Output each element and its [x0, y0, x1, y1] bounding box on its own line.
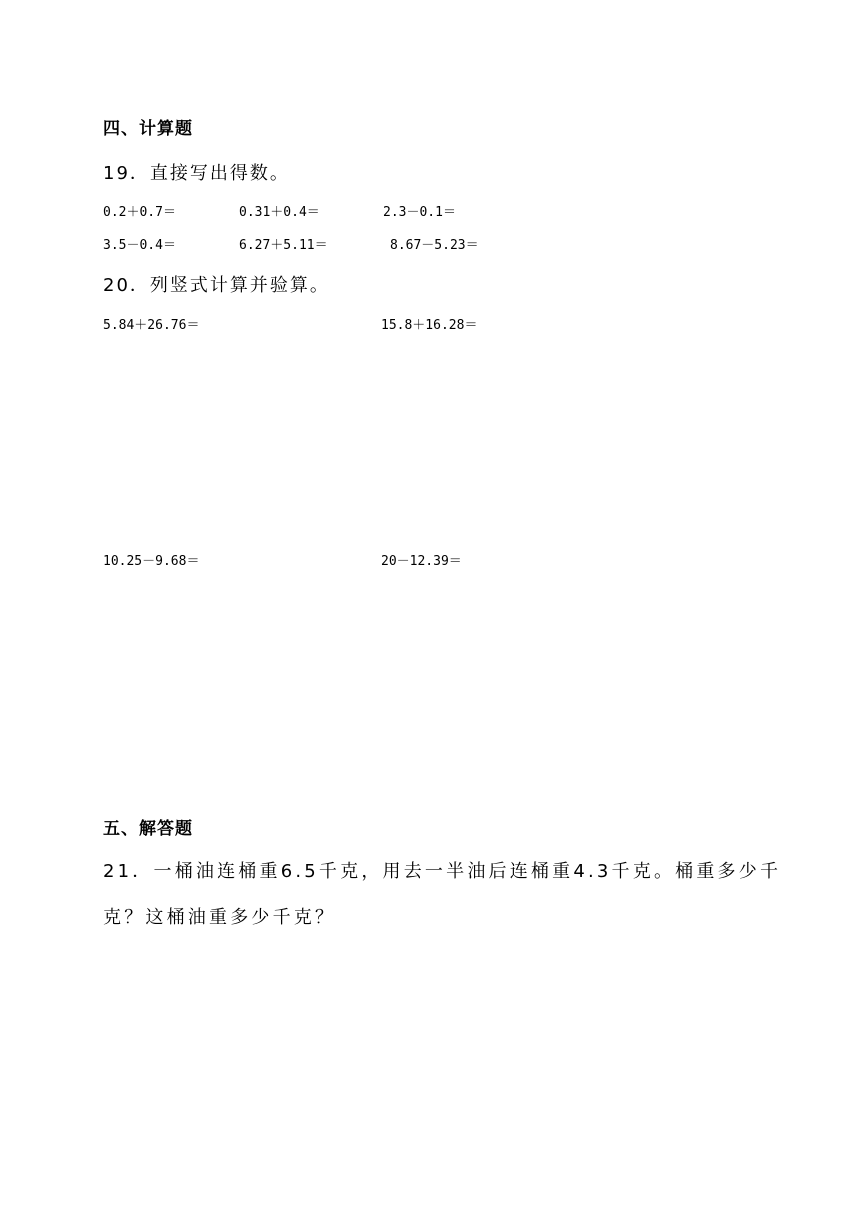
q19-problem-5: 6.27＋5.11＝ [239, 238, 328, 253]
q20-problem-2: 15.8＋16.28＝ [381, 318, 478, 333]
question-21-line-2: 克？这桶油重多少千克？ [103, 907, 337, 928]
question-20-prompt: 20．列竖式计算并验算。 [103, 275, 330, 296]
q19-problem-3: 2.3－0.1＝ [383, 205, 456, 220]
question-21-line-1: 21．一桶油连桶重6.5千克，用去一半油后连桶重4.3千克。桶重多少千 [103, 861, 782, 882]
section-5-title: 五、解答题 [103, 819, 193, 839]
q19-problem-2: 0.31＋0.4＝ [239, 205, 320, 220]
section-4-title: 四、计算题 [103, 119, 193, 139]
q20-problem-3: 10.25－9.68＝ [103, 554, 200, 569]
question-19-prompt: 19．直接写出得数。 [103, 163, 290, 184]
q19-problem-6: 8.67－5.23＝ [390, 238, 479, 253]
q19-problem-4: 3.5－0.4＝ [103, 238, 176, 253]
q20-problem-1: 5.84＋26.76＝ [103, 318, 200, 333]
q19-problem-1: 0.2＋0.7＝ [103, 205, 176, 220]
q20-problem-4: 20－12.39＝ [381, 554, 462, 569]
